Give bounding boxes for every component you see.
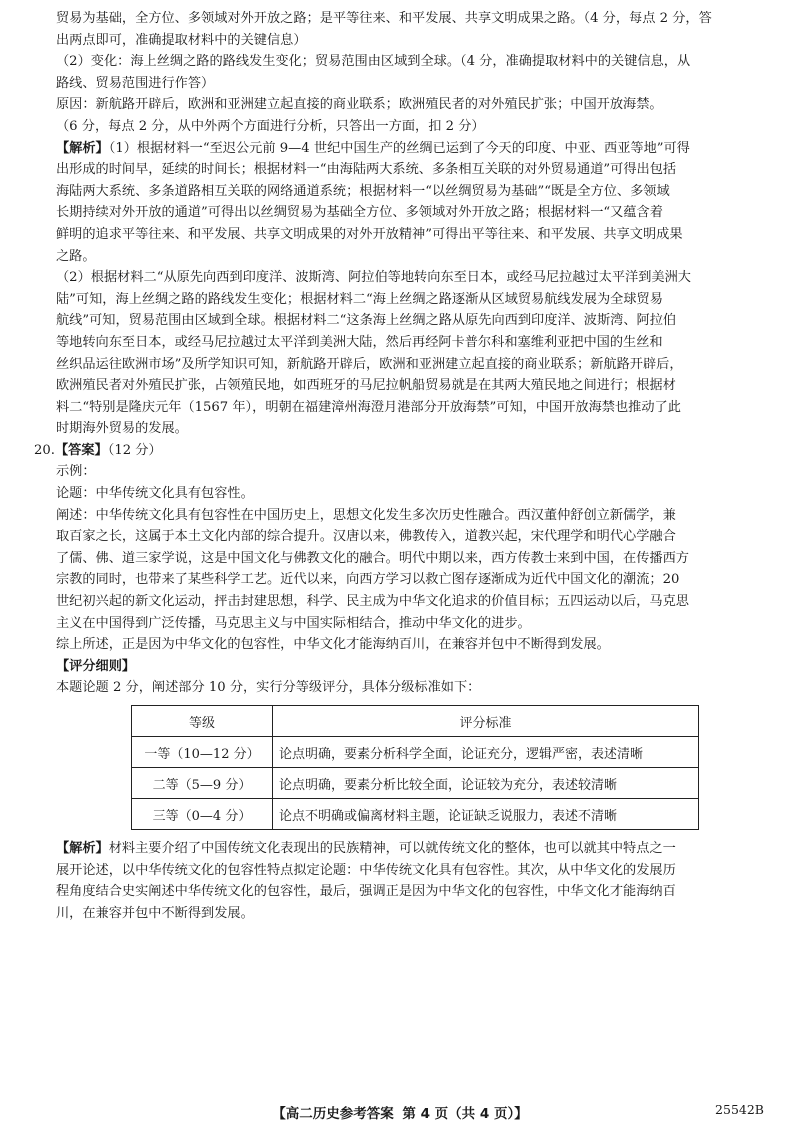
q20-analysis-rest [56,860,770,925]
analysis-tag: 【解析】 [56,841,109,856]
text-line: 出形成的时间早，延续的时间长；根据材料一“由海陆两大系统、多条相互关联的对外贸易通道”可得出包括 [56,162,677,178]
q19-analysis-1 [56,138,770,160]
rubric-tag: 【评分细则】 [56,658,136,674]
table-header-cell: 评分标准 [273,706,699,737]
q19-analysis-1-rest [56,159,770,267]
text-line: 了儒、佛、道三家学说，这是中国文化与佛教文化的融合。明代中期以来，西方传教士来到中国，在传播西方 [56,550,689,566]
rubric-table [131,705,699,830]
text-line: 程角度结合史实阐述中华传统文化的包容性，最后，强调正是因为中华文化的包容性，中华文化才能海纳百 [56,884,676,900]
text-line: 欧洲殖民者对外殖民扩张，占领殖民地，如西班牙的马尼拉帆船贸易就是在其两大殖民地之间进行；根据材 [56,378,676,394]
table-cell-criteria: 论点不明确或偏离材料主题，论证缺乏说服力，表述不清晰 [273,799,699,830]
analysis-1-first-line: （1）根据材料一“至迟公元前 9—4 世纪中国生产的丝绸已运到了今天的印度、中亚、西亚等地”可得 [108,140,690,156]
text-line: 之路。 [56,248,96,264]
q19-analysis-2 [56,267,770,440]
text-line: （2）根据材料二“从原先向西到印度洋、波斯湾、阿拉伯等地转向东至日本，或经马尼拉越过太平洋到美洲大 [56,270,691,286]
text-line: 鲜明的追求平等往来、和平发展、共享文明成果的对外开放精神”可得出平等往来、和平发展、共享文明成果 [56,226,683,242]
text-line: 宗教的同时，也带来了某些科学工艺。近代以来，向西方学习以救亡图存逐渐成为近代中国文化的潮流；20 [56,572,680,588]
text-line: 时期海外贸易的发展。 [56,421,188,437]
text-line: 展开论述，以中华传统文化的包容性特点拟定论题：中华传统文化具有包容性。其次，从中华文化的发展历 [56,862,676,878]
table-cell-level: 三等（0—4 分） [132,799,273,830]
text-line: 长期持续对外开放的通道”可得出以丝绸贸易为基础全方位、多领域对外开放之路；根据材料一“又蕴含着 [56,205,663,221]
table-cell-level: 一等（10—12 分） [132,737,273,768]
q19-part1-tail [56,8,770,51]
analysis-first-line: 材料主要介绍了中国传统文化表现出的民族精神，可以就传统文化的整体，也可以就其中特点之一 [108,841,676,856]
conclusion: 综上所述，正是因为中华文化的包容性，中华文化才能海纳百川，在兼容并包中不断得到发展。 [56,637,610,653]
text-line: 丝织品运往欧洲市场”及所学知识可知，新航路开辟后，欧洲和亚洲建立起直接的商业联系；新航路开辟后， [56,356,683,372]
question-score: （12 分） [107,442,162,458]
example-label: 示例： [56,464,96,480]
text-line: （2）变化：海上丝绸之路的路线发生变化；贸易范围由区域到全球。（4 分，准确提取材料中的关键信息，从 [56,54,691,70]
text-line: 取百家之长，这属于本土文化内部的综合提升。汉唐以来，佛教传入，道教兴起，宋代理学和明代心学融合 [56,529,676,545]
footer-title: 【高二历史参考答案 [272,1106,394,1122]
table-row [132,737,699,768]
q19-part2-answer [56,51,770,137]
table-row [132,799,699,830]
rubric-table-wrap [131,705,770,830]
table-header-cell: 等级 [132,706,273,737]
table-cell-level: 二等（5—9 分） [132,768,273,799]
text-line: 航线”可知，贸易范围由区域到全球。根据材料二“这条海上丝绸之路从原先向西到印度洋、波斯湾、阿拉伯 [56,313,677,329]
footer-page-number: 第 4 页（共 4 页）】 [402,1106,528,1122]
text-line: 阐述：中华传统文化具有包容性在中国历史上，思想文化发生多次历史性融合。西汉董仲舒创立新儒学，兼 [56,507,676,523]
footer-code: 25542B [715,1102,764,1117]
text-line: 陆”可知，海上丝绸之路的路线发生变化；根据材料二“海上丝绸之路逐渐从区域贸易航线发展为全球贸易 [56,291,663,307]
text-line: 主义在中国得到广泛传播，马克思主义与中国实际相结合，推动中华文化的进步。 [56,615,531,631]
text-line: 路线、贸易范围进行作答） [56,75,215,91]
text-line: 原因：新航路开辟后，欧洲和亚洲建立起直接的商业联系；欧洲殖民者的对外殖民扩张；中国开放海禁。 [56,97,663,113]
text-line: 海陆两大系统、多条道路相互关联的网络通道系统；根据材料一“以丝绸贸易为基础”“既是全方位、多领域 [56,183,670,199]
text-line: 贸易为基础，全方位、多领域对外开放之路；是平等往来、和平发展、共享文明成果之路。（4 分，每点 2 分，答 [56,11,712,26]
page-footer [0,1102,800,1122]
table-cell-criteria: 论点明确，要素分析比较全面，论证较为充分，表述较清晰 [273,768,699,799]
answer-page [34,8,770,924]
argument [56,505,770,635]
text-line: 出两点即可，准确提取材料中的关键信息） [56,32,307,48]
text-line: 等地转向东至日本，或经马尼拉越过太平洋到美洲大陆，然后再经阿卡普尔科和塞维利亚把中国的生丝和 [56,334,663,350]
text-line: 川，在兼容并包中不断得到发展。 [56,905,254,921]
text-line: （6 分，每点 2 分，从中外两个方面进行分析，只答出一方面，扣 2 分） [56,118,485,134]
question-number: 20. [34,442,55,458]
q20-header [34,440,748,462]
text-line: 世纪初兴起的新文化运动，抨击封建思想，科学、民主成为中华文化追求的价值目标；五四运动以后，马克思 [56,594,689,610]
text-line: 料二“特别是隆庆元年（1567 年），明朝在福建漳州海澄月港部分开放海禁”可知，中国开放海禁也推动了此 [56,399,681,415]
table-header-row [132,706,699,737]
answer-tag: 【答案】 [54,442,108,458]
thesis: 论题：中华传统文化具有包容性。 [56,486,254,502]
analysis-tag: 【解析】 [56,140,109,156]
table-row [132,768,699,799]
q20-analysis [56,838,770,860]
rubric-intro: 本题论题 2 分，阐述部分 10 分，实行分等级评分，具体分级标准如下： [56,680,481,696]
table-cell-criteria: 论点明确，要素分析科学全面，论证充分，逻辑严密，表述清晰 [273,737,699,768]
